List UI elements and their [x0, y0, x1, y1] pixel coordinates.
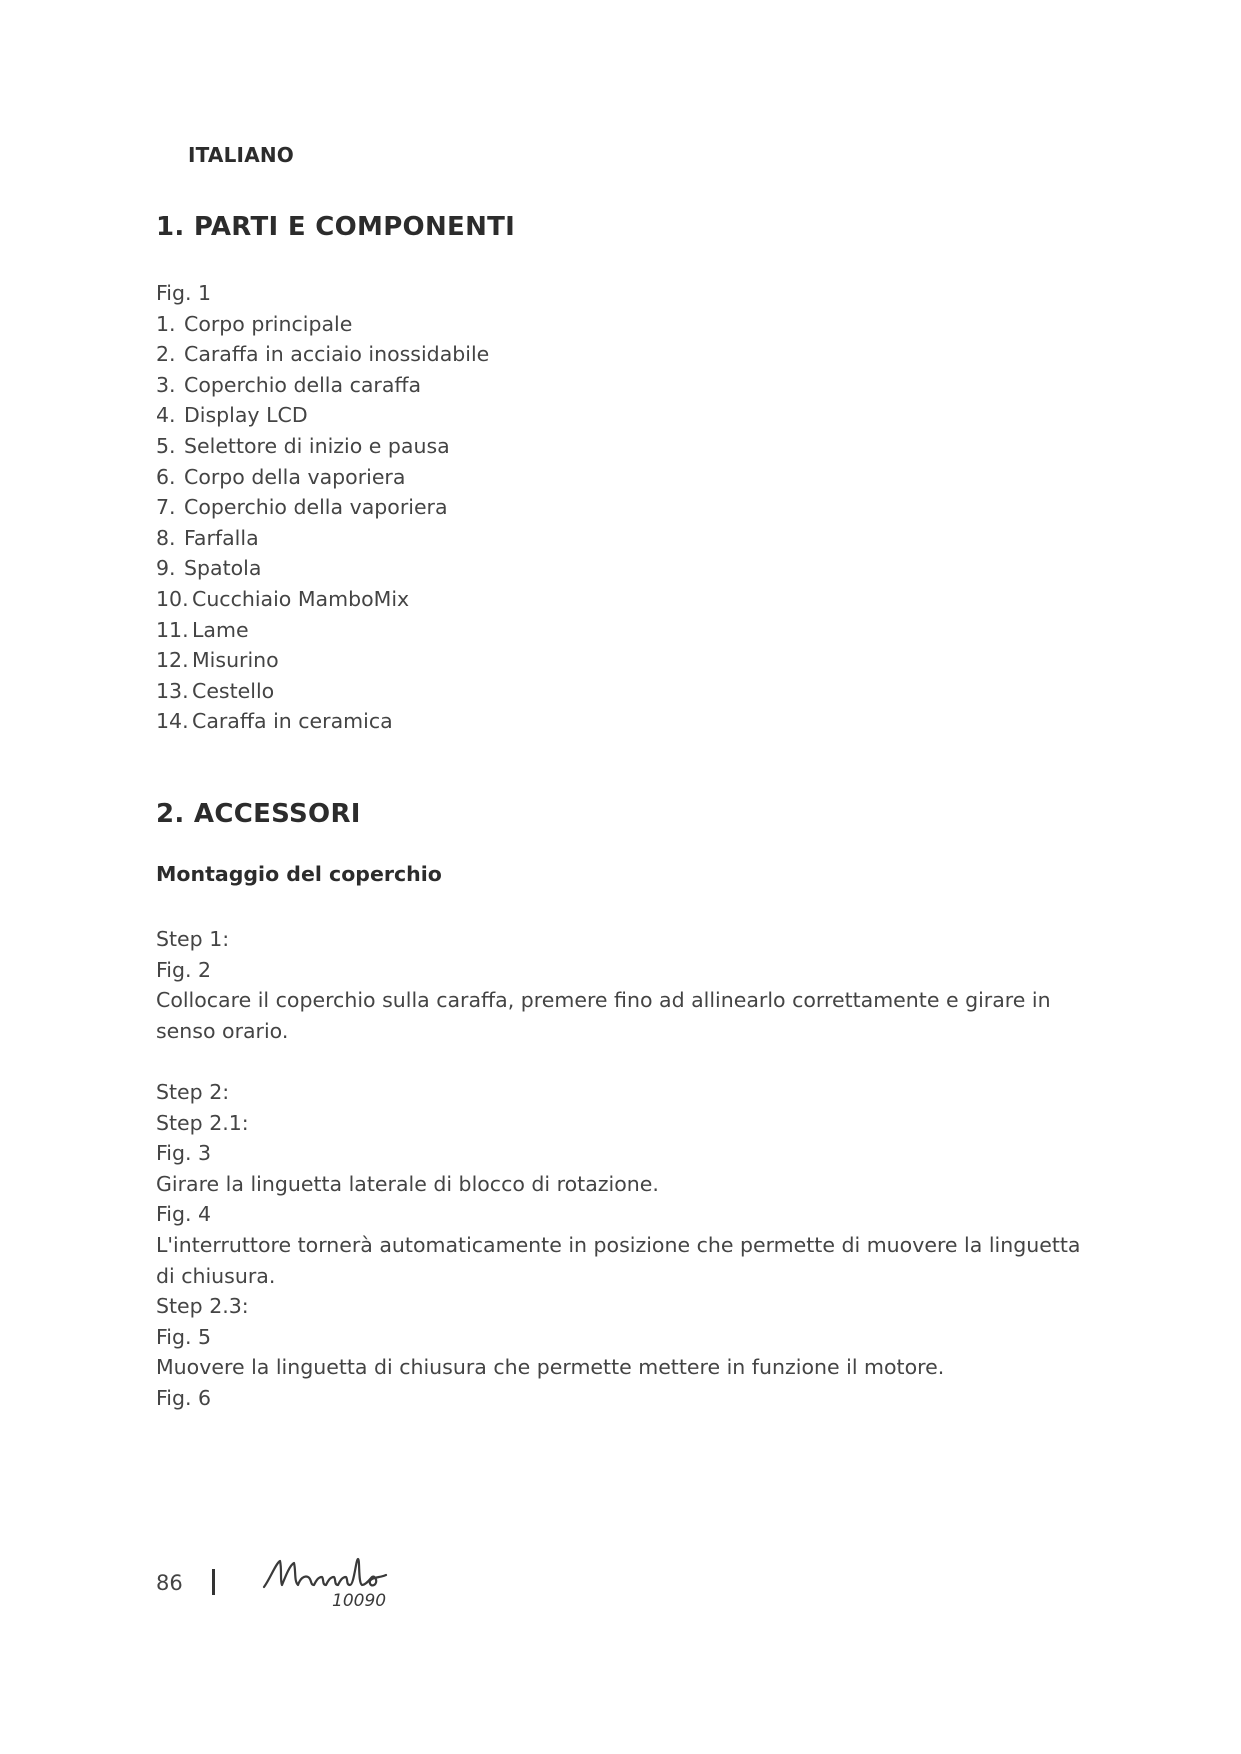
list-item-number: 6. — [156, 464, 176, 489]
list-item-number: 1. — [156, 311, 176, 336]
list-item-label: Lame — [192, 617, 249, 642]
assembly-steps — [156, 924, 1096, 1414]
list-item — [156, 553, 489, 584]
substep-label: Step 2.3: — [156, 1294, 249, 1319]
step-label: Step 2: — [156, 1079, 230, 1104]
list-item-number: 9. — [156, 556, 176, 581]
list-item — [156, 400, 489, 431]
list-item-label: Corpo principale — [184, 311, 353, 336]
list-item-label: Spatola — [184, 556, 262, 581]
list-item-label: Cucchiaio MamboMix — [192, 586, 410, 611]
step-instruction: Collocare il coperchio sulla caraffa, premere fino ad allinearlo correttamente e girare in senso orario. — [156, 988, 1051, 1043]
step-instruction: Girare la linguetta laterale di blocco di rotazione. — [156, 1171, 659, 1196]
section-title-accessories: 2. ACCESSORI — [156, 799, 361, 829]
list-item-number: 14. — [156, 709, 189, 734]
list-item-number: 7. — [156, 495, 176, 520]
list-item-number: 12. — [156, 648, 189, 673]
step-label: Step 1: — [156, 927, 230, 951]
step-instruction: L'interruttore tornerà automaticamente in posizione che permette di muovere la linguetta di chiusura. — [156, 1232, 1081, 1288]
subheading-lid-assembly: Montaggio del coperchio — [156, 862, 442, 886]
list-item — [156, 431, 489, 462]
list-item — [156, 339, 489, 370]
figure-reference: Fig. 2 — [156, 957, 212, 982]
figure-reference: Fig. 5 — [156, 1324, 212, 1349]
spacer — [156, 1046, 1096, 1077]
list-item-label: Corpo della vaporiera — [184, 464, 406, 489]
list-item-number: 8. — [156, 525, 176, 550]
step-instruction: Muovere la linguetta di chiusura che permette mettere in funzione il motore. — [156, 1355, 945, 1380]
list-item — [156, 309, 489, 340]
substep-label: Step 2.1: — [156, 1110, 249, 1135]
list-item-label: Caraffa in acciaio inossidabile — [184, 342, 490, 367]
list-item-number: 13. — [156, 678, 189, 703]
footer-separator — [212, 1569, 215, 1595]
figure-reference: Fig. 1 — [156, 281, 212, 305]
list-item-number: 4. — [156, 403, 176, 428]
figure-reference: Fig. 3 — [156, 1141, 212, 1166]
list-item-label: Display LCD — [184, 403, 308, 428]
language-label: ITALIANO — [188, 143, 295, 167]
list-item-label: Selettore di inizio e pausa — [184, 433, 450, 458]
list-item-label: Farfalla — [184, 525, 259, 550]
figure-reference: Fig. 4 — [156, 1202, 212, 1227]
list-item — [156, 462, 489, 493]
list-item-label: Coperchio della vaporiera — [184, 495, 448, 520]
brand-logo — [260, 1553, 400, 1611]
list-item-label: Misurino — [192, 648, 279, 673]
list-item — [156, 523, 489, 554]
section-title-parts: 1. PARTI E COMPONENTI — [156, 212, 516, 242]
parts-list — [156, 278, 489, 737]
list-item-label: Caraffa in ceramica — [192, 709, 393, 734]
list-item-number: 11. — [156, 617, 189, 642]
list-item-number: 2. — [156, 342, 176, 367]
brand-logo-model: 10090 — [332, 1591, 387, 1611]
list-item-number: 3. — [156, 372, 176, 397]
list-item — [156, 615, 489, 646]
list-item — [156, 584, 489, 615]
list-item — [156, 676, 489, 707]
list-item-number: 10. — [156, 586, 189, 611]
list-item — [156, 645, 489, 676]
list-item-label: Coperchio della caraffa — [184, 372, 422, 397]
page-number: 86 — [156, 1571, 183, 1595]
list-item-number: 5. — [156, 433, 176, 458]
list-item — [156, 492, 489, 523]
brand-logo-script-mark — [264, 1559, 386, 1587]
figure-reference: Fig. 6 — [156, 1385, 212, 1410]
list-item — [156, 706, 489, 737]
list-item — [156, 370, 489, 401]
list-item-label: Cestello — [192, 678, 275, 703]
